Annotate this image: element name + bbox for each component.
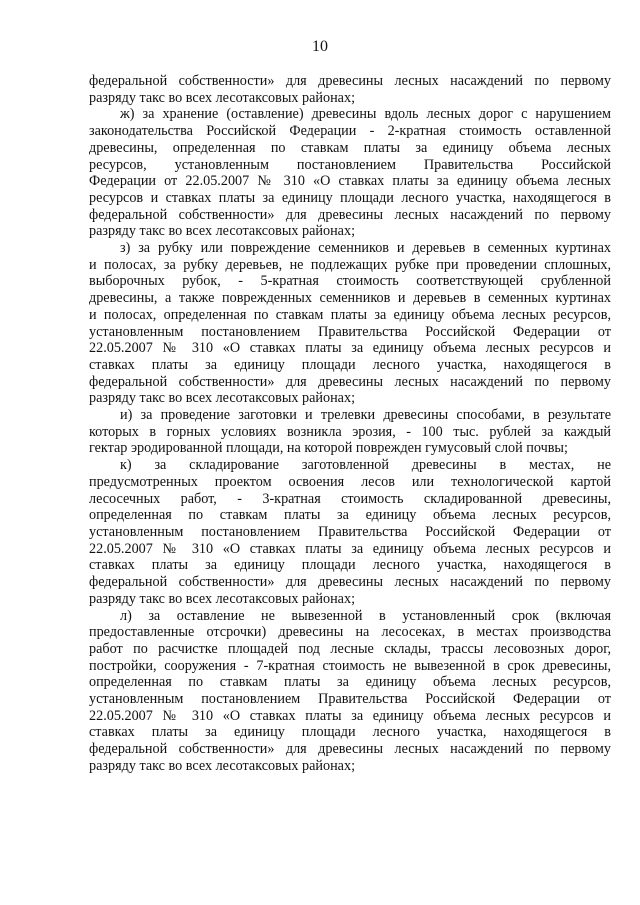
paragraph-cont [89,73,611,106]
text-line: древесины, а также поврежденных семенников и деревьев в семенных куртинах [89,290,611,307]
text-line: федеральной собственности» для древесины лесных насаждений по первому [89,73,611,89]
text-line: установленным постановлением Правительства Российской Федерации от [89,691,611,708]
text-line: разряду такс во всех лесотаксовых районах; [89,89,356,106]
paragraph-zh [89,106,611,240]
text-line: 22.05.2007 № 310 «О ставках платы за единицу объема лесных ресурсов и [89,340,611,357]
document-body [89,73,611,775]
text-line: и) за проведение заготовки и трелевки древесины способами, в результате [120,407,611,424]
text-line: ж) за хранение (оставление) древесины вдоль лесных дорог с нарушением [120,106,611,123]
text-line: определенная по ставкам платы за единицу объема лесных ресурсов, [89,507,611,524]
text-line: федеральной собственности» для древесины лесных насаждений по первому [89,373,611,390]
text-line: и полосах, определенная по ставкам платы за единицу объема лесных ресурсов, [89,306,611,323]
text-line: ставках платы за единицу площади лесного участка, находящегося в [89,557,611,574]
text-line: установленным постановлением Правительства Российской Федерации от [89,523,611,540]
text-line: законодательства Российской Федерации - 2-кратная стоимость оставленной [89,123,611,140]
text-line: ресурсов, установленным постановлением Правительства Российской [89,156,611,173]
text-line: предусмотренных проектом освоения лесов или технологической картой [89,473,611,490]
text-line: з) за рубку или повреждение семенников и деревьев в семенных куртинах [120,240,611,257]
text-line: разряду такс во всех лесотаксовых районах; [89,757,356,774]
paragraph-i [89,407,611,457]
text-line: разряду такс во всех лесотаксовых районах; [89,590,356,607]
text-line: и полосах, за рубку деревьев, не подлежащих рубке при проведении сплошных, [89,256,611,273]
paragraph-z [89,240,611,407]
text-line: федеральной собственности» для древесины лесных насаждений по первому [89,574,611,591]
text-line: гектар эродированной площади, на которой поврежден гумусовый слой почвы; [89,440,568,457]
text-line: федеральной собственности» для древесины лесных насаждений по первому [89,206,611,223]
text-line: древесины, определенная по ставкам платы за единицу объема лесных [89,139,611,156]
page-number: 10 [312,38,328,55]
text-line: постройки, сооружения - 7-кратная стоимость не вывезенной в срок древесины, [89,657,611,674]
text-line: ставках платы за единицу площади лесного участка, находящегося в [89,724,611,741]
text-line: ресурсов и ставках платы за единицу площади лесного участка, находящегося в [89,189,611,206]
text-line: предоставленные отсрочки) древесины на лесосеках, в местах производства [89,624,611,641]
text-line: лесосечных работ, - 3-кратная стоимость складированной древесины, [89,490,611,507]
text-line: к) за складирование заготовленной древесины в местах, не [120,457,611,474]
text-line: федеральной собственности» для древесины лесных насаждений по первому [89,741,611,758]
text-line: 22.05.2007 № 310 «О ставках платы за единицу объема лесных ресурсов и [89,707,611,724]
text-line: выборочных рубок, - 5-кратная стоимость соответствующей срубленной [89,273,611,290]
paragraph-k [89,457,611,607]
paragraph-l [89,608,611,775]
text-line: установленным постановлением Правительства Российской Федерации от [89,323,611,340]
text-line: л) за оставление не вывезенной в установленный срок (включая [120,607,611,624]
text-line: работ по расчистке площадей под лесные склады, трассы лесовозных дорог, [89,640,611,657]
text-line: которых в горных условиях возникла эрозия, - 100 тыс. рублей за каждый [89,423,611,440]
text-line: определенная по ставкам платы за единицу объема лесных ресурсов, [89,674,611,691]
text-line: Федерации от 22.05.2007 № 310 «О ставках платы за единицу объема лесных [89,173,611,190]
text-line: ставках платы за единицу площади лесного участка, находящегося в [89,356,611,373]
text-line: 22.05.2007 № 310 «О ставках платы за единицу объема лесных ресурсов и [89,540,611,557]
text-line: разряду такс во всех лесотаксовых районах; [89,390,356,407]
text-line: разряду такс во всех лесотаксовых районах; [89,223,356,240]
